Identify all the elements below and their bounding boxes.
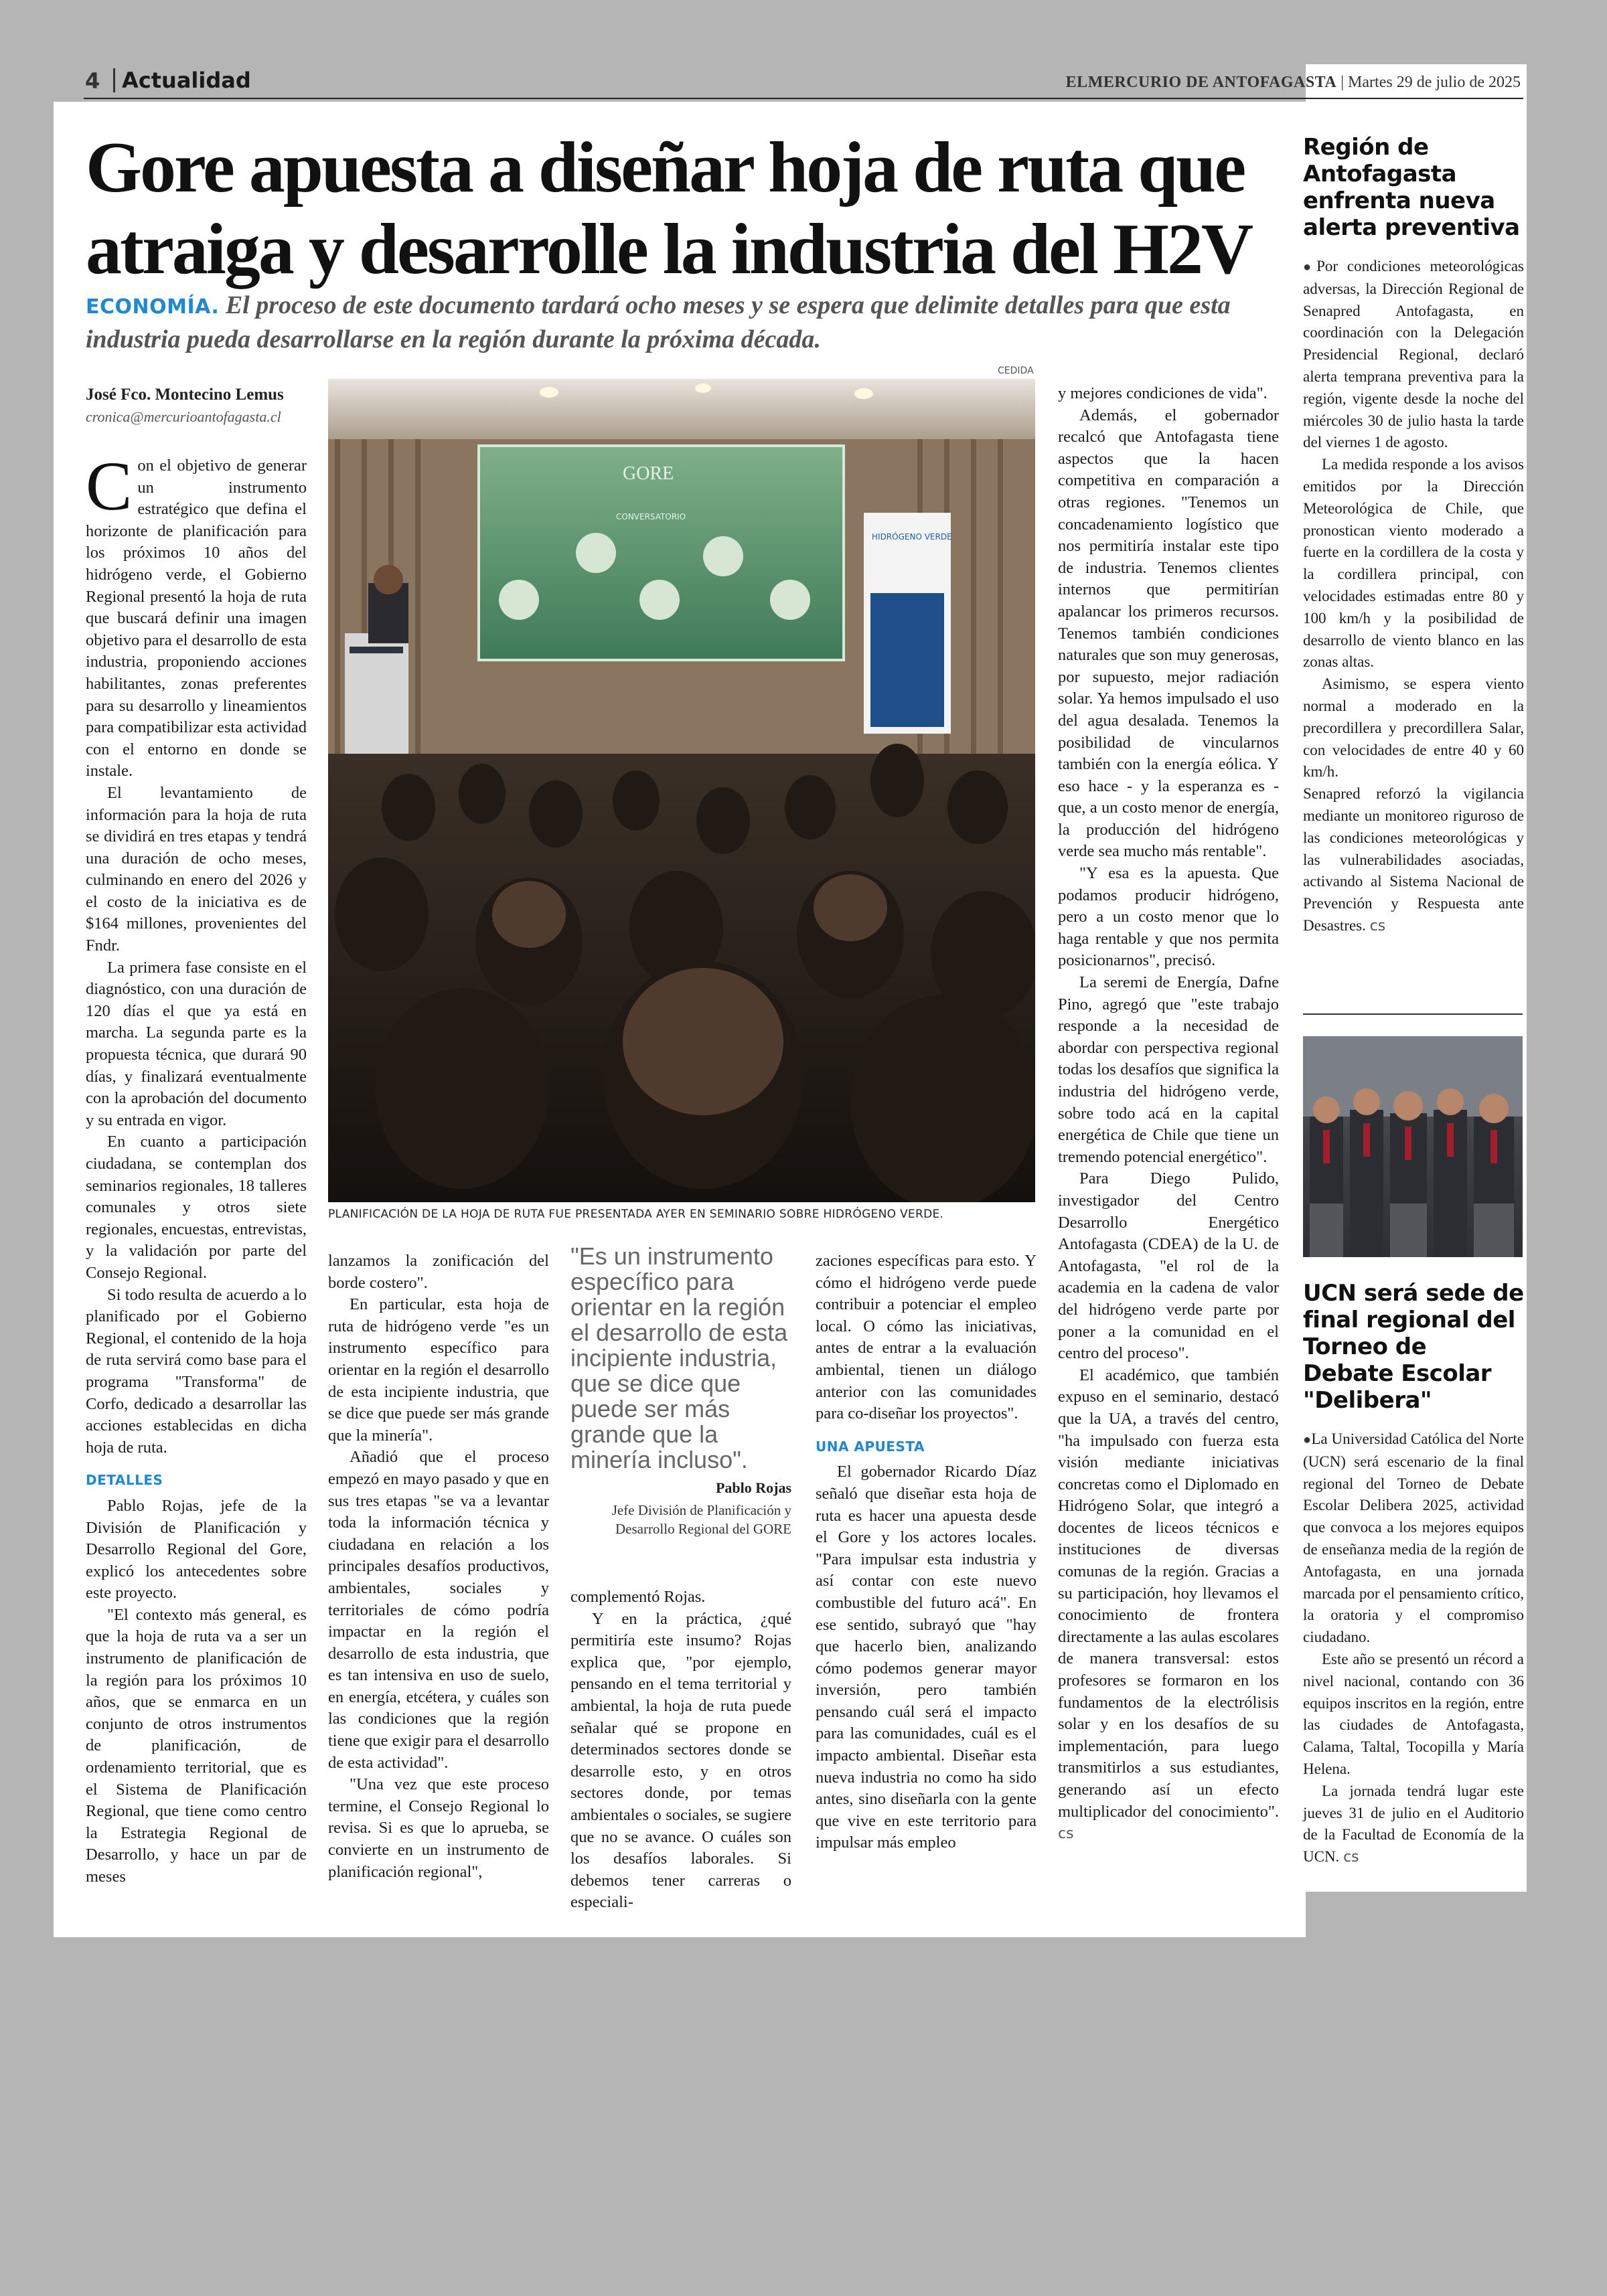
paragraph: Para Diego Pulido, investigador del Centro Desarrollo Energético Antofagasta (CDEA) de la U. de Antofagasta, "el rol de la academia en la cadena de valor del hidrógeno verde parte por poner a la comunidad en el centro del proceso". bbox=[1058, 1169, 1279, 1363]
article-column-2 bbox=[328, 1250, 549, 1883]
paragraph: En particular, esta hoja de ruta de hidrógeno verde "es un instrumento específico para orientar en la región el desarrollo de esta incipiente industria, que se dice que puede ser más grande que la minería". bbox=[328, 1295, 549, 1445]
paragraph: complementó Rojas. bbox=[570, 1588, 706, 1606]
paragraph bbox=[86, 448, 307, 783]
paragraph: "Y esa es la apuesta. Que podamos producir hidrógeno, pero a un costo menor que lo haga rentable y que nos permita posicionarnos", precisó. bbox=[1058, 864, 1279, 970]
pull-quote: "Es un instrumento específico para orientar en la región el desarrollo de esta incipiente industria, que se dice que puede ser más grande que la minería incluso". bbox=[570, 1242, 788, 1473]
subheading-una-apuesta: UNA APUESTA bbox=[816, 1438, 925, 1455]
banner-text: HIDRÓGENO VERDE bbox=[872, 532, 952, 542]
paragraph: "El contexto más general, es que la hoja de ruta va a ser un instrumento de planificación de la región para los próximos 10 años, que se enmarca en un conjunto de otros instrumentos de planificación, de ordenamiento territorial, que es el Sistema de Planificación Regional, que tiene como centro la Estrategia Regional de Desarrollo, y hace un par de meses bbox=[86, 1605, 307, 1886]
side-story-body bbox=[1303, 1428, 1524, 1869]
paragraph: Y en la práctica, ¿qué permitiría este insumo? Rojas explica que, "por ejemplo, pensando en el tema territorial y ambiental, la hoja de ruta puede señalar qué se propone en determinados sectores donde se desarrolle esto, y en otros sectores donde, por temas ambientales o sociales, se sugiere que no se avance. O cuáles son los desafíos laborales. Si debemos tener carreras o especiali- bbox=[570, 1609, 791, 1912]
paragraph: Añadió que el proceso empezó en mayo pasado y que en sus tres etapas "se va a levantar toda la información técnica y ciudadana en relación a los principales desafíos productivos, ambientales, sociales y territoriales de cómo podría impactar en la región el desarrollo de esta industria, que es tan intensiva en uso de suelo, en energía, etcétera, y cuáles son las condiciones que la región tiene que exigir para el desarrollo de esta actividad". bbox=[328, 1448, 549, 1772]
end-mark-icon: cs bbox=[1058, 1825, 1074, 1843]
lead-text: El proceso de este documento tardará ocho meses y se espera que delimite detalles para que esta industria pueda desarrollarse en la región durante la próxima década. bbox=[86, 291, 1231, 353]
paragraph-text: Senapred reforzó la vigilancia mediante un monitoreo riguroso de las condiciones meteorológicas y las vulnerabilidades asociadas, activando al Sistema Nacional de Prevención y Respuesta ante Desastres. bbox=[1303, 785, 1524, 934]
paragraph: "Una vez que este proceso termine, el Consejo Regional lo revisa. Si es que lo aprueba, se convierte en un instrumento de planificación regional", bbox=[328, 1775, 549, 1881]
side-story-debate bbox=[1303, 1280, 1524, 1869]
paragraph: La primera fase consiste en el diagnóstico, con una duración de 120 días el que ya está en marcha. La segunda parte es la propuesta técnica, que durará 90 días, y finalizará eventualmente con la aprobación del documento y su entrada en vigor. bbox=[86, 958, 307, 1129]
paragraph bbox=[1058, 1365, 1279, 1846]
masthead: ELMERCURIO DE ANTOFAGASTA | Martes 29 de julio de 2025 bbox=[1065, 74, 1521, 91]
paragraph-text: La jornada tendrá lugar este jueves 31 de julio en el Auditorio de la Facultad de Economía de la UCN. bbox=[1303, 1782, 1524, 1866]
paragraph: Si todo resulta de acuerdo a lo planificado por el Gobierno Regional, el contenido de la hoja de ruta servirá como base para el programa "Transforma" de Corfo, dedicado a desarrollar las acciones establecidas en dicha hoja de ruta. bbox=[86, 1285, 307, 1457]
seminar-photo bbox=[328, 379, 1035, 1202]
lead-kicker: ECONOMÍA. bbox=[86, 295, 220, 319]
screen-title-text: CONVERSATORIO bbox=[616, 512, 686, 521]
debate-students-photo bbox=[1303, 1036, 1523, 1257]
side-story-headline: UCN será sede de final regional del Torneo de Debate Escolar "Delibera" bbox=[1303, 1280, 1524, 1414]
end-mark-icon: cs bbox=[1343, 1849, 1359, 1866]
drop-cap: C bbox=[86, 448, 133, 525]
author-email: cronica@mercurioantofagasta.cl bbox=[86, 408, 281, 425]
newspaper-name: ELMERCURIO DE ANTOFAGASTA bbox=[1065, 74, 1337, 91]
side-story-body bbox=[1303, 256, 1524, 938]
article-headline: Gore apuesta a diseñar hoja de ruta que atraiga y desarrolle la industria del H2V bbox=[86, 128, 1251, 289]
paragraph: lanzamos la zonificación del borde costero". bbox=[328, 1252, 549, 1292]
paragraph: El gobernador Ricardo Díaz señaló que diseñar esta hoja de ruta es hacer una apuesta desde el Gore y los actores locales. "Para impulsar esta industria y así contar con este nuevo combustible del futuro acá". En ese sentido, subrayó que "hay que hacerlo bien, analizando cómo podemos generar mayor inversión, pero también pensando cuál será el impacto para las comunidades, cuál es el impacto ambiental. Diseñar esta nueva industria no como ha sido antes, sino diseñarla con la gente que vive en este territorio para impulsar más empleo bbox=[816, 1463, 1037, 1852]
side-story-alert bbox=[1303, 134, 1524, 938]
quote-author-name: Pablo Rojas bbox=[715, 1479, 791, 1496]
issue-date: Martes 29 de julio de 2025 bbox=[1348, 74, 1521, 91]
sidebar-divider bbox=[1303, 1013, 1523, 1015]
photo-credit: CEDIDA bbox=[998, 365, 1034, 376]
paragraph bbox=[1303, 783, 1524, 938]
paragraph: zaciones específicas para esto. Y cómo el hidrógeno verde puede contribuir a potenciar el empleo local. O cómo las iniciativas, antes de entrar a la evaluación ambiental, tienen un diálogo anterior con las comunidades para co-diseñar los proyectos". bbox=[816, 1252, 1037, 1423]
article-lead bbox=[86, 289, 1251, 355]
byline bbox=[86, 386, 320, 426]
end-mark-icon: cs bbox=[1369, 917, 1386, 934]
paragraph: Este año se presentó un récord a nivel nacional, contando con 36 equipos inscritos en la región, entre las ciudades de Antofagasta, Calama, Taltal, Tocopilla y María Helena. bbox=[1303, 1650, 1524, 1777]
paragraph bbox=[1303, 1428, 1524, 1649]
screen-logo-text: GORE bbox=[623, 463, 674, 484]
page-header bbox=[84, 66, 1523, 99]
author-name: José Fco. Montecino Lemus bbox=[86, 386, 284, 404]
paragraph-text: on el objetivo de generar un instrumento estratégico que defina el horizonte de planificación para los próximos 10 años del hidrógeno verde, el Gobierno Regional presentó la hoja de ruta que buscará definir una imagen objetivo para el desarrollo de esta industria, proponiendo acciones habilitantes, zonas preferentes para su desarrollo y lineamientos para compatibilizar esta actividad con el entorno en donde se instale. bbox=[86, 457, 307, 781]
paragraph: El levantamiento de información para la hoja de ruta se dividirá en tres etapas y tendrá una duración de ocho meses, culminando en enero del 2026 y el costo de la iniciativa es de $164 millones, provenientes del Fndr. bbox=[86, 783, 307, 955]
debate-photo-illustration bbox=[1303, 1036, 1523, 1257]
paragraph: Pablo Rojas, jefe de la División de Planificación y Desarrollo Regional del Gore, explicó los antecedentes sobre este proyecto. bbox=[86, 1496, 307, 1603]
paragraph: La medida responde a los avisos emitidos por la Dirección Meteorológica de Chile, que pronostican viento moderado a fuerte en la cordillera de la costa y la cordillera principal, con velocidades estimadas entre 80 y 100 km/h y la posibilidad de desarrollo de viento blanco en las zonas altas. bbox=[1303, 456, 1524, 671]
article-column-4 bbox=[816, 1250, 1037, 1854]
paragraph: La seremi de Energía, Dafne Pino, agregó que "este trabajo responde a la necesidad de abordar con perspectiva regional todas los desafíos que significa la industria del hidrógeno verde, sobre todo acá en la capital energética de Chile que tiene un tremendo potencial energético". bbox=[1058, 973, 1279, 1166]
paragraph: Asimismo, se espera viento normal a moderado en la precordillera y precordillera Salar, con velocidades de entre 40 y 60 km/h. bbox=[1303, 675, 1524, 781]
paragraph bbox=[1303, 256, 1524, 454]
paragraph: y mejores condiciones de vida". bbox=[1058, 384, 1268, 402]
subheading-detalles: DETALLES bbox=[86, 1472, 163, 1489]
bullet-icon: ● bbox=[1303, 260, 1317, 274]
paragraph bbox=[1303, 1781, 1524, 1869]
seminar-photo-illustration bbox=[328, 379, 1035, 1202]
paragraph-text: El académico, que también expuso en el seminario, destacó que la UA, a través del centro, "ha impulsado con fuerza esta visión mediante iniciativas concretas como el Diplomado en Hidrógeno Solar, que integró a docentes de liceos técnicos e instituciones de diversas comunas de la región. Gracias a su participación, hoy llevamos el conocimiento de frontera directamente a las aulas escolares de manera transversal: estos profesores se formaron en los fundamentos de la electrólisis solar y en los desafíos de su implementación, para luego transmitirlos a sus estudiantes, generando así un efecto multiplicador del conocimiento". bbox=[1058, 1366, 1279, 1821]
article-column-5 bbox=[1058, 383, 1279, 1846]
side-story-headline: Región de Antofagasta enfrenta nueva alerta preventiva bbox=[1303, 134, 1520, 241]
paragraph: Además, el gobernador recalcó que Antofagasta tiene aspectos que la hacen competitiva en comparación a otras regiones. "Tenemos un concadenamiento logístico que nos permitiría instalar este tipo de industria. Tenemos clientes internos que permitirían apalancar los primeros recursos. Tenemos también condiciones naturales que son muy generosas, por supuesto, mejor radiación solar. Ya hemos impulsado el uso del agua desalada. Tenemos la posibilidad de vincularnos también con la energía eólica. Y eso hace - y la esperanza es - que, a un costo menor de energía, la producción del hidrógeno verde sea mucho más rentable". bbox=[1058, 406, 1279, 861]
page-number: 4 bbox=[85, 68, 100, 94]
section-title: Actualidad bbox=[113, 68, 251, 92]
bullet-icon: ● bbox=[1303, 1432, 1312, 1447]
paragraph-text: Por condiciones meteorológicas adversas, la Dirección Regional de Senapred Antofagasta, en coordinación con la Delegación Presidencial Regional, declaró alerta temprana preventiva para la región, vigente desde la noche del miércoles 30 de julio hasta la tarde del viernes 1 de agosto. bbox=[1303, 258, 1524, 451]
article-column-3 bbox=[570, 1586, 791, 1914]
paragraph: En cuanto a participación ciudadana, se contemplan dos seminarios regionales, 18 talleres comunales y otros siete regionales, encuestas, entrevistas, y la validación por parte del Consejo Regional. bbox=[86, 1133, 307, 1282]
paragraph-text: La Universidad Católica del Norte (UCN) será escenario de la final regional del Torneo de Debate Escolar Delibera 2025, actividad que convoca a los mejores equipos de enseñanza media de la región de Antofagasta, en una jornada marcada por el pensamiento crítico, la oratoria y el compromiso ciudadano. bbox=[1303, 1430, 1524, 1646]
quote-author-role: Jefe División de Planificación y Desarrollo Regional del GORE bbox=[611, 1502, 791, 1537]
photo-caption: PLANIFICACIÓN DE LA HOJA DE RUTA FUE PRESENTADA AYER EN SEMINARIO SOBRE HIDRÓGENO VERDE. bbox=[328, 1208, 944, 1221]
pull-quote-author bbox=[570, 1479, 791, 1538]
article-column-1 bbox=[86, 448, 307, 1888]
